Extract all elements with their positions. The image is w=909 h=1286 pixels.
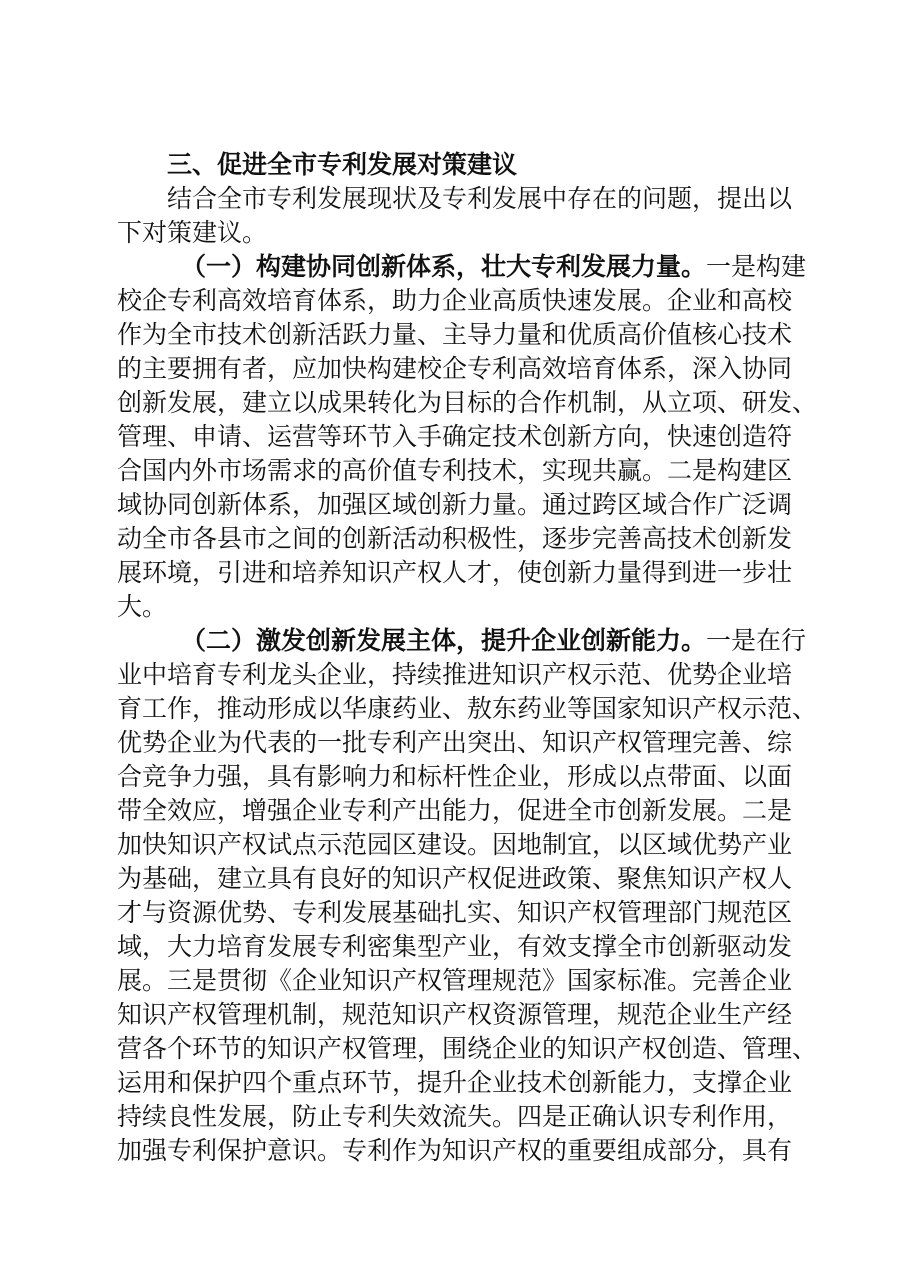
- section2-line: 合竞争力强，具有影响力和标杆性企业，形成以点带面、以面: [117, 762, 793, 791]
- section1-line: 动全市各县市之间的创新活动积极性，逐步完善高技术创新发: [117, 524, 793, 553]
- section2-line: 为基础，建立具有良好的知识产权促进政策、聚焦知识产权人: [117, 864, 793, 893]
- section2-first-line-rest: 一是在行: [706, 626, 807, 655]
- section2-line: 运用和保护四个重点环节，提升企业技术创新能力，支撑企业: [117, 1068, 793, 1097]
- section2-line: 加强专利保护意识。专利作为知识产权的重要组成部分，具有: [117, 1136, 793, 1165]
- section-heading: 三、促进全市专利发展对策建议: [167, 150, 518, 179]
- section2-line: 营各个环节的知识产权管理，围绕企业的知识产权创造、管理、: [117, 1034, 818, 1063]
- intro-line-1: 结合全市专利发展现状及专利发展中存在的问题，提出以: [167, 184, 793, 213]
- section1-line: 管理、申请、运营等环节入手确定技术创新方向，快速创造符: [117, 422, 793, 451]
- intro-line-2: 下对策建议。: [117, 218, 268, 247]
- section1-line: 大。: [117, 592, 168, 621]
- section2-line: 优势企业为代表的一批专利产出突出、知识产权管理完善、综: [117, 728, 793, 757]
- section1-title: （一）构建协同创新体系，壮大专利发展力量。: [181, 252, 707, 281]
- section1-line: 的主要拥有者，应加快构建校企专利高效培育体系，深入协同: [117, 354, 793, 383]
- section2-line: 育工作，推动形成以华康药业、敖东药业等国家知识产权示范、: [117, 694, 818, 723]
- section2-first-line: [117, 624, 807, 658]
- section1-first-line-rest: 一是构建: [706, 252, 807, 281]
- section2-line: 业中培育专利龙头企业，持续推进知识产权示范、优势企业培: [117, 660, 793, 689]
- section2-title: （二）激发创新发展主体，提升企业创新能力。: [181, 626, 707, 655]
- section2-line: 持续良性发展，防止专利失效流失。四是正确认识专利作用，: [117, 1102, 793, 1131]
- section2-line: 知识产权管理机制，规范知识产权资源管理，规范企业生产经: [117, 1000, 793, 1029]
- section2-line: 展。三是贯彻《企业知识产权管理规范》国家标准。完善企业: [117, 966, 793, 995]
- section1-line: 创新发展，建立以成果转化为目标的合作机制，从立项、研发、: [117, 388, 818, 417]
- section2-line: 才与资源优势、专利发展基础扎实、知识产权管理部门规范区: [117, 898, 793, 927]
- section1-line: 合国内外市场需求的高价值专利技术，实现共赢。二是构建区: [117, 456, 793, 485]
- section2-line: 域，大力培育发展专利密集型产业，有效支撑全市创新驱动发: [117, 932, 793, 961]
- section1-line: 展环境，引进和培养知识产权人才，使创新力量得到进一步壮: [117, 558, 793, 587]
- section2-line: 带全效应，增强企业专利产出能力，促进全市创新发展。二是: [117, 796, 793, 825]
- section1-first-line: [117, 250, 807, 284]
- section1-line: 域协同创新体系，加强区域创新力量。通过跨区域合作广泛调: [117, 490, 793, 519]
- section1-line: 作为全市技术创新活跃力量、主导力量和优质高价值核心技术: [117, 320, 793, 349]
- section2-line: 加快知识产权试点示范园区建设。因地制宜，以区域优势产业: [117, 830, 793, 859]
- document-page: [117, 148, 818, 1168]
- section1-line: 校企专利高效培育体系，助力企业高质快速发展。企业和高校: [117, 286, 793, 315]
